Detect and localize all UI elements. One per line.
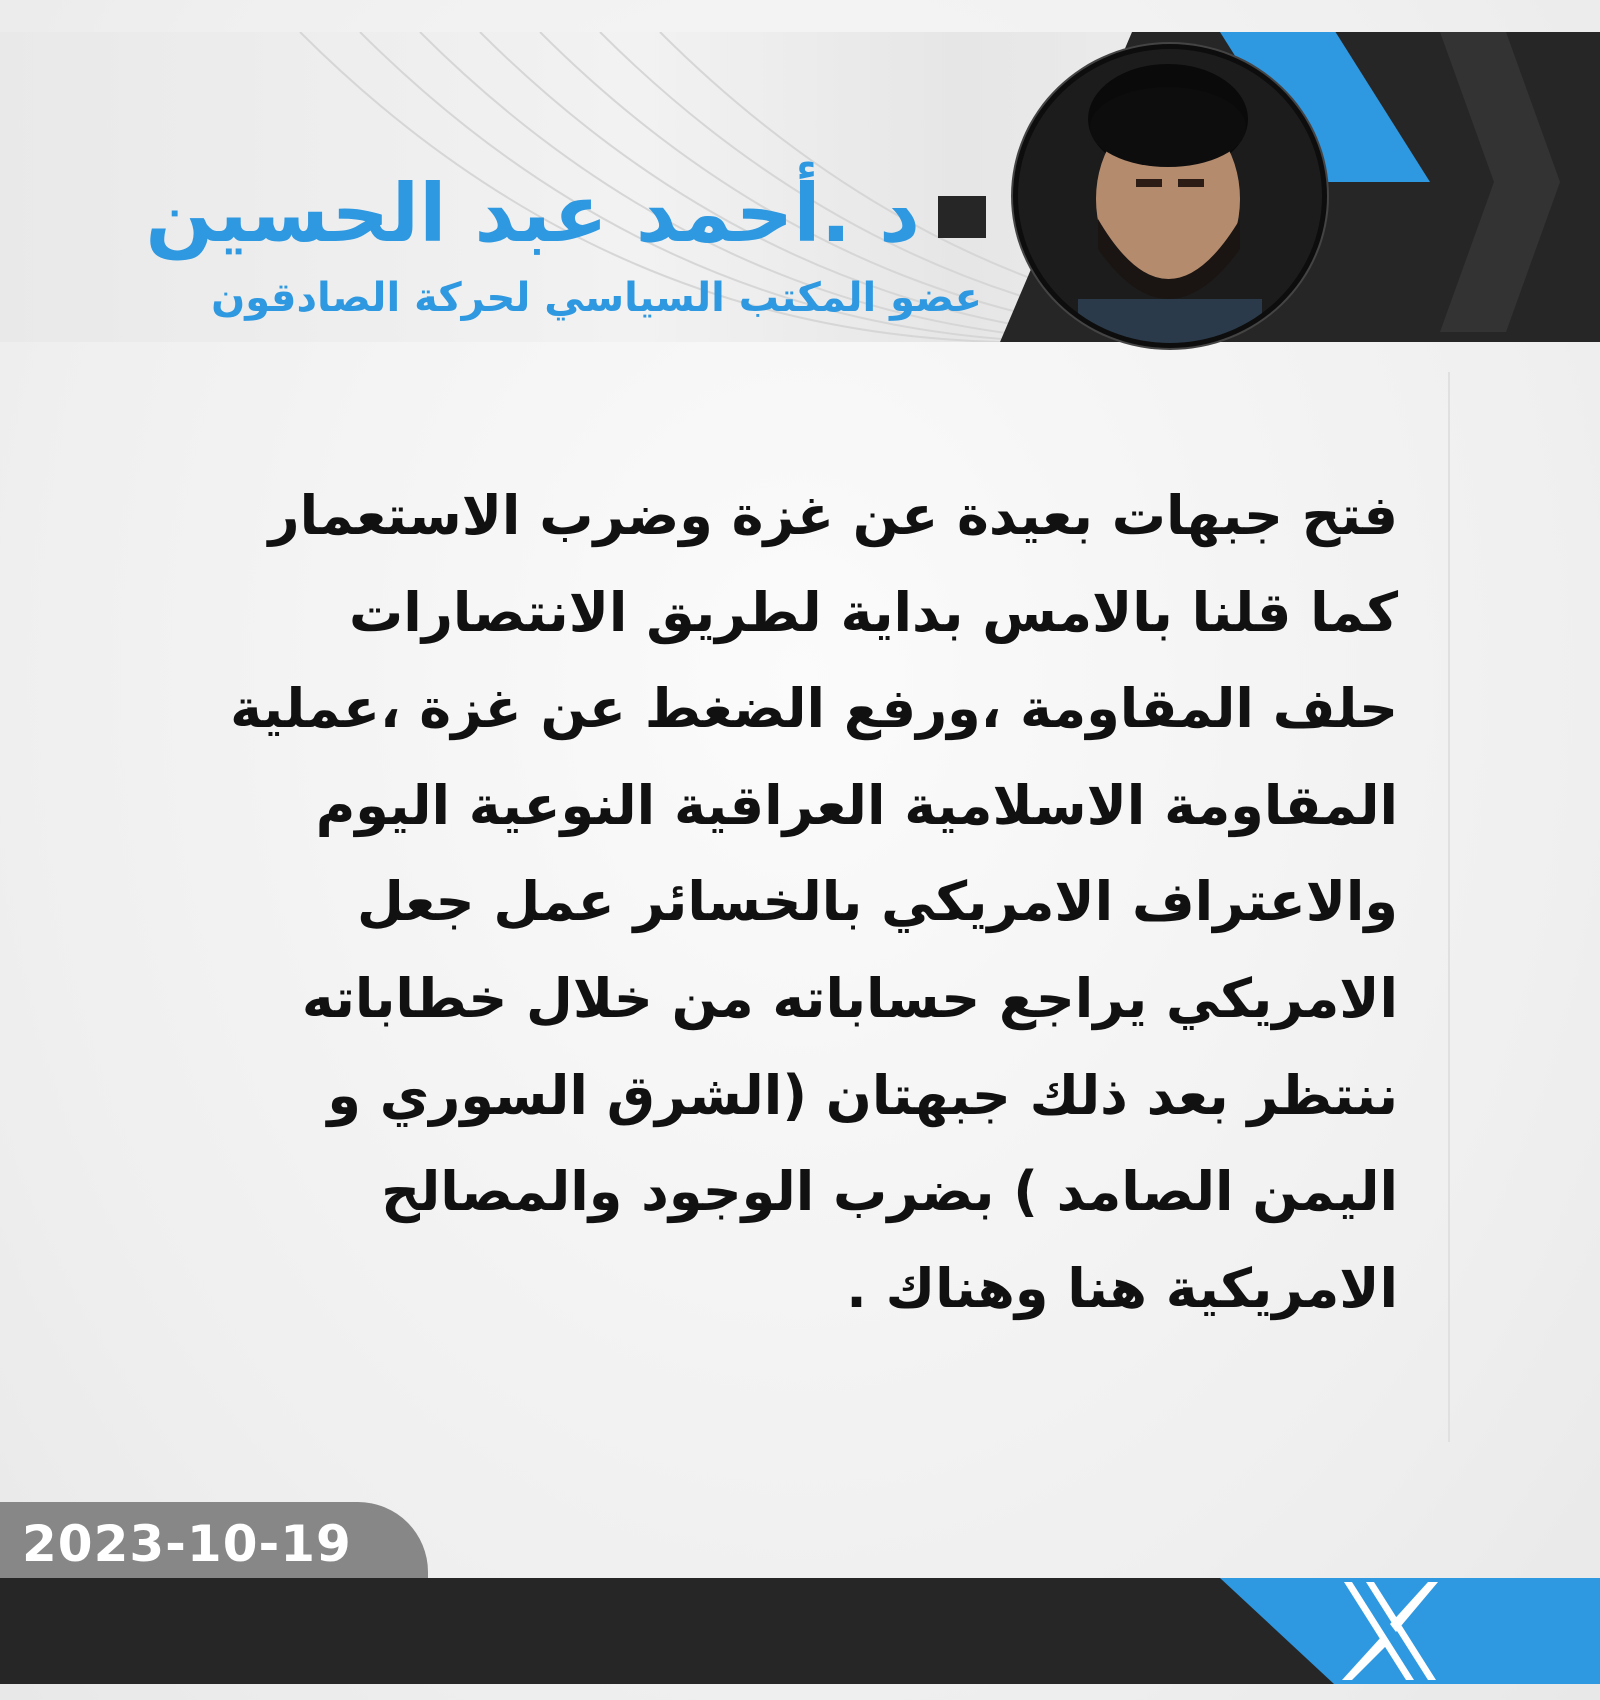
name-bullet-square: [938, 196, 986, 238]
post-date: 2023-10-19: [22, 1515, 352, 1573]
statement-line: الامريكية هنا وهناك .: [846, 1256, 1398, 1320]
person-name: د .أحمد عبد الحسين: [145, 167, 920, 260]
person-role: عضو المكتب السياسي لحركة الصادقون: [211, 275, 982, 321]
statement-line: المقاومة الاسلامية العراقية النوعية اليوم: [315, 773, 1398, 837]
profile-photo: [1013, 44, 1327, 348]
statement-line: الامريكي يراجع حساباته من خلال خطاباته: [301, 966, 1398, 1030]
x-logo-icon: [1330, 1578, 1450, 1684]
statement-line: كما قلنا بالامس بداية لطريق الانتصارات: [349, 580, 1398, 644]
statement-line: فتح جبهات بعيدة عن غزة وضرب الاستعمار: [268, 484, 1398, 547]
statement-line: اليمن الصامد ) بضرب الوجود والمصالح: [381, 1160, 1398, 1224]
statement-text: [200, 468, 1398, 1337]
statement-line: والاعتراف الامريكي بالخسائر عمل جعل: [356, 870, 1398, 934]
statement-line: حلف المقاومة ،ورفع الضغط عن غزة ،عملية: [230, 677, 1398, 741]
person-portrait-icon: [1018, 49, 1322, 343]
statement-line: ننتظر بعد ذلك جبهتان (الشرق السوري و: [327, 1063, 1398, 1127]
